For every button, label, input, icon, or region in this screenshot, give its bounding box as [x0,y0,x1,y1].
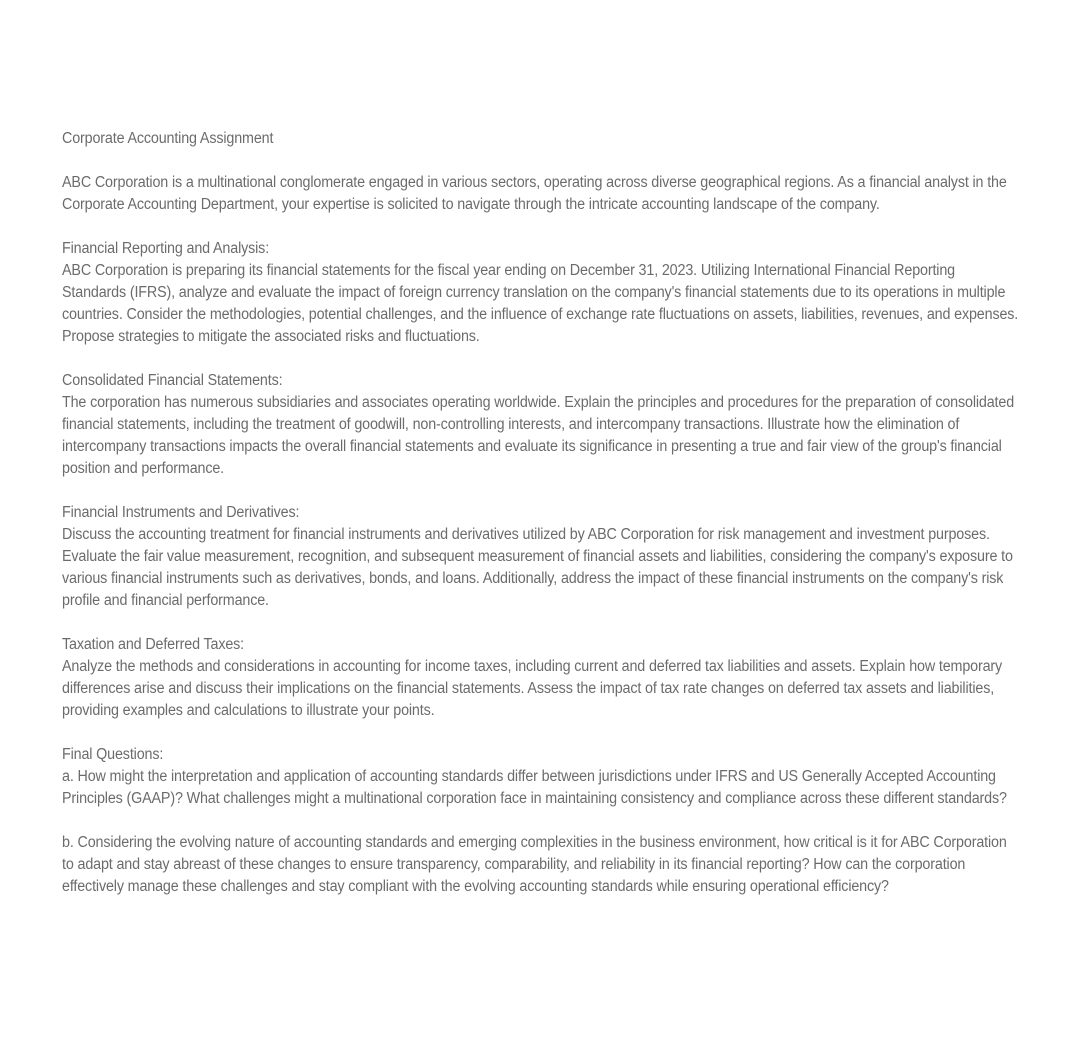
section-body-financial-reporting: ABC Corporation is preparing its financial statements for the fiscal year ending on December 31, 2023. Utilizing International Financial Reporting Standards (IFRS), analyze and evaluate the impact of foreign currency translation on the company's financial statements due to its operations in multiple countries. Consider the methodologies, potential challenges, and the influence of exchange rate fluctuations on assets, liabilities, revenues, and expenses. Propose strategies to mitigate the associated risks and fluctuations. [62,262,1019,345]
spacer [62,722,1022,744]
section-heading-financial-reporting: Financial Reporting and Analysis: [62,240,270,257]
section-heading-taxation: Taxation and Deferred Taxes: [62,636,245,653]
spacer [62,810,1022,832]
intro-paragraph: ABC Corporation is a multinational conglomerate engaged in various sectors, operating across diverse geographical regions. As a financial analyst in the Corporate Accounting Department, your expertise is solicited to navigate through the intricate accounting landscape of the company. [62,174,1007,213]
final-questions-heading: Final Questions: [62,746,164,763]
spacer [62,612,1022,634]
spacer [62,150,1022,172]
section-body-consolidated: The corporation has numerous subsidiaries and associates operating worldwide. Explain the principles and procedures for the preparation of consolidated financial statements, including the treatment of goodwill, non-controlling interests, and intercompany transactions. Illustrate how the elimination of intercompany transactions impacts the overall financial statements and evaluate its significance in presenting a true and fair view of the group's financial position and performance. [62,394,1015,477]
question-a: a. How might the interpretation and application of accounting standards differ between jurisdictions under IFRS and US Generally Accepted Accounting Principles (GAAP)? What challenges might a multinational corporation face in maintaining consistency and compliance across these different standards? [62,768,1007,807]
spacer [62,480,1022,502]
assignment-document [62,128,1022,898]
question-b: b. Considering the evolving nature of accounting standards and emerging complexities in the business environment, how critical is it for ABC Corporation to adapt and stay abreast of these changes to ensure transparency, comparability, and reliability in its financial reporting? How can the corporation effectively manage these challenges and stay compliant with the evolving accounting standards while ensuring operational efficiency? [62,834,1007,895]
section-body-taxation: Analyze the methods and considerations in accounting for income taxes, including current and deferred tax liabilities and assets. Explain how temporary differences arise and discuss their implications on the financial statements. Assess the impact of tax rate changes on deferred tax assets and liabilities, providing examples and calculations to illustrate your points. [62,658,1003,719]
section-heading-consolidated: Consolidated Financial Statements: [62,372,283,389]
spacer [62,216,1022,238]
section-body-instruments: Discuss the accounting treatment for financial instruments and derivatives utilized by ABC Corporation for risk management and investment purposes. Evaluate the fair value measurement, recognition, and subsequent measurement of financial assets and liabilities, considering the company's exposure to various financial instruments such as derivatives, bonds, and loans. Additionally, address the impact of these financial instruments on the company's risk profile and financial performance. [62,526,1013,609]
document-title: Corporate Accounting Assignment [62,130,274,147]
spacer [62,348,1022,370]
section-heading-instruments: Financial Instruments and Derivatives: [62,504,300,521]
